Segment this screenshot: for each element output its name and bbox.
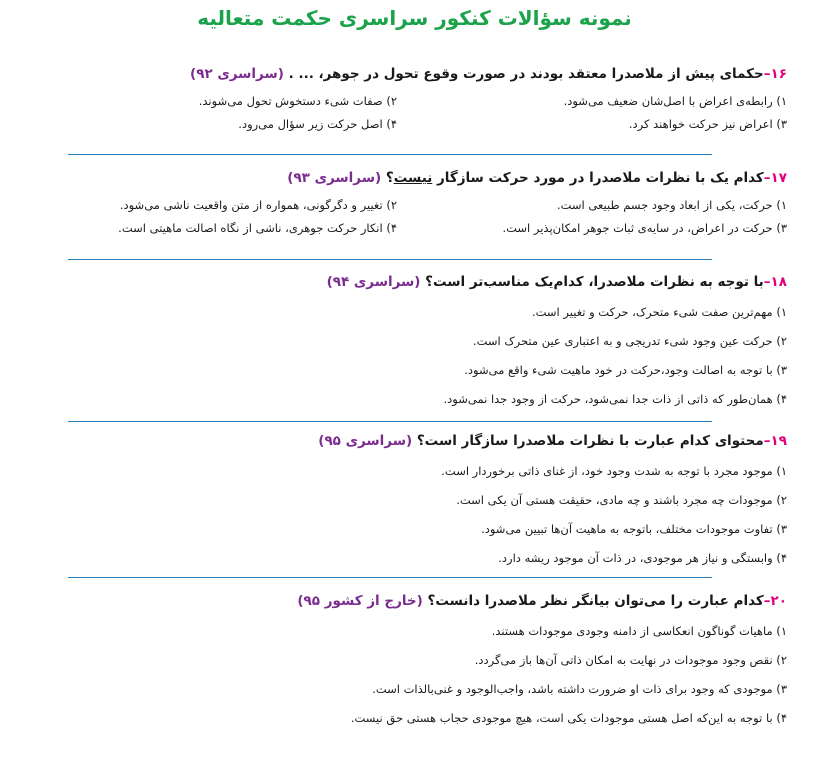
question-20-heading [27, 591, 787, 611]
question-number: ۱۷– [763, 170, 787, 186]
option-2[interactable]: ۲) صفات شیء دستخوش تحول می‌شوند. [198, 94, 397, 108]
option-2[interactable]: ۲) حرکت عین وجود شیء تدریجی و به اعتباری عین متحرک است. [472, 334, 787, 348]
question-17-heading [27, 168, 787, 188]
question-number: ۱۶– [763, 66, 787, 82]
question-16 [27, 64, 787, 136]
option-3[interactable]: ۳) موجودی که وجود برای ذات او ضرورت داشته باشد، واجب‌الوجود و غنی‌بالذات است. [372, 682, 787, 696]
question-text: کدام یک با نظرات ملاصدرا در مورد حرکت سازگار [437, 170, 764, 186]
option-2[interactable]: ۲) موجودات چه مجرد باشند و چه مادی، حقیقت هستی آن یکی است. [456, 493, 787, 507]
question-source: (سراسری ۹۲) [190, 66, 284, 82]
options-list [27, 617, 787, 733]
option-4[interactable]: ۴) همان‌طور که ذاتی از ذات جدا نمی‌شود، حرکت از وجود جدا نمی‌شود. [443, 392, 787, 406]
question-source: (سراسری ۹۵) [318, 433, 413, 449]
question-18 [27, 272, 787, 414]
question-20 [27, 591, 787, 733]
question-18-heading [27, 272, 787, 292]
question-19 [27, 431, 787, 573]
question-17 [27, 168, 787, 240]
option-4[interactable]: ۴) با توجه به این‌که اصل هستی موجودات یکی است، هیچ موجودی حجاب هستی حق نیست. [350, 711, 787, 725]
question-19-heading [27, 431, 787, 451]
question-text: کدام عبارت را می‌توان بیانگر نظر ملاصدرا دانست؟ [427, 593, 764, 609]
options-grid [27, 90, 787, 136]
option-1[interactable]: ۱) ماهیات گوناگون انعکاسی از دامنه وجودی موجودات هستند. [491, 624, 787, 638]
question-negation: نیست [393, 170, 433, 186]
option-3[interactable]: ۳) با توجه به اصالت وجود،حرکت در خود ماهیت شیء واقع می‌شود. [464, 363, 787, 377]
option-1[interactable]: ۱) مهم‌ترین صفت شیء متحرک، حرکت و تغییر است. [531, 305, 787, 319]
question-source: (سراسری ۹۴) [326, 274, 421, 290]
question-text: محتوای کدام عبارت با نظرات ملاصدرا سازگار است؟ [416, 433, 764, 449]
question-16-heading [27, 64, 787, 84]
divider [68, 577, 712, 578]
options-list [27, 457, 787, 573]
option-3[interactable]: ۳) حرکت در اعراض، در سایه‌ی ثبات جوهر امکان‌پذیر است. [502, 221, 787, 235]
option-1[interactable]: ۱) حرکت، یکی از ابعاد وجود جسم طبیعی است. [556, 198, 787, 212]
question-text: با توجه به نظرات ملاصدرا، کدام‌یک مناسب‌تر است؟ [425, 274, 764, 290]
page-title: نمونه سؤالات کنکور سراسری حکمت متعالیه [197, 6, 632, 30]
option-2[interactable]: ۲) نقص وجود موجودات در نهایت به امکان ذاتی آن‌ها باز می‌گردد. [474, 653, 787, 667]
option-4[interactable]: ۴) وابستگی و نیاز هر موجودی، در ذات آن موجود ریشه دارد. [498, 551, 787, 565]
option-3[interactable]: ۳) تفاوت موجودات مختلف، باتوجه به ماهیت آن‌ها تبیین می‌شود. [481, 522, 787, 536]
options-list [27, 298, 787, 414]
question-number: ۱۸– [763, 274, 787, 290]
option-2[interactable]: ۲) تغییر و دگرگونی، همواره از متن واقعیت ناشی می‌شود. [119, 198, 397, 212]
option-4[interactable]: ۴) اصل حرکت زیر سؤال می‌رود. [238, 117, 397, 131]
question-number: ۲۰– [763, 593, 787, 609]
question-number: ۱۹– [763, 433, 787, 449]
divider [68, 154, 712, 155]
options-grid [27, 194, 787, 240]
divider [68, 259, 712, 260]
question-text: حکمای پیش از ملاصدرا معتقد بودند در صورت وقوع تحول در جوهر، ... . [288, 66, 764, 82]
option-1[interactable]: ۱) موجود مجرد با توجه به شدت وجود خود، از غنای ذاتی برخوردار است. [441, 464, 787, 478]
question-source: (خارج از کشور ۹۵) [297, 593, 423, 609]
option-3[interactable]: ۳) اعراض نیز حرکت خواهند کرد. [628, 117, 787, 131]
question-source: (سراسری ۹۳) [287, 170, 382, 186]
option-4[interactable]: ۴) انکار حرکت جوهری، ناشی از نگاه اصالت ماهیتی است. [118, 221, 397, 235]
divider [68, 421, 712, 422]
option-1[interactable]: ۱) رابطه‌ی اعراض با اصل‌شان ضعیف می‌شود. [563, 94, 787, 108]
question-mark: ؟ [385, 170, 394, 186]
